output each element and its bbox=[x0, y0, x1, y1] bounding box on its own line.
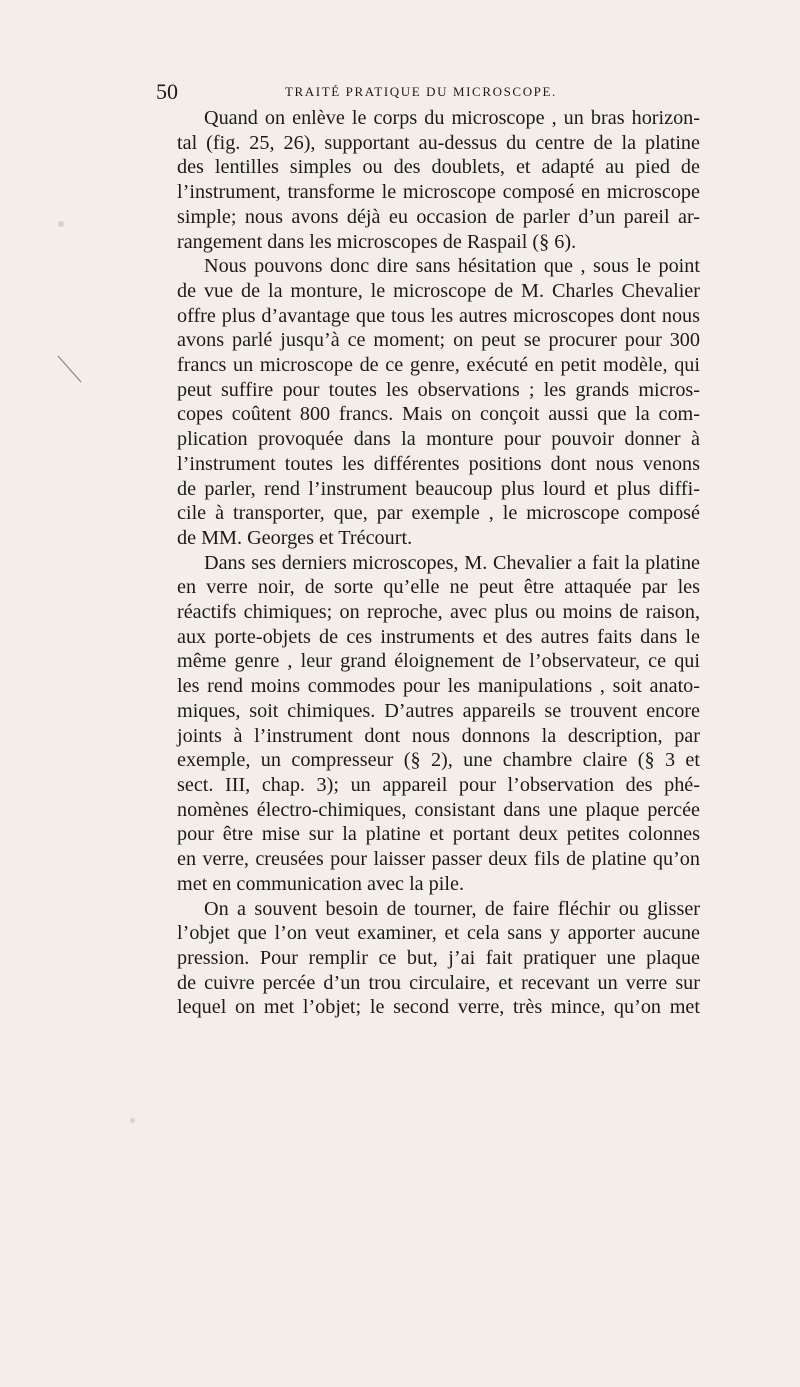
text-line: exemple, un compresseur (§ 2), une chambre claire (§ 3 et bbox=[177, 749, 700, 772]
text-line: pression. Pour remplir ce but, j’ai fait pratiquer une plaque bbox=[177, 946, 700, 969]
text-line: copes coûtent 800 francs. Mais on conçoit aussi que la com- bbox=[177, 403, 700, 426]
text-line: joints à l’instrument dont nous donnons la description, par bbox=[177, 724, 700, 747]
text-line: l’instrument, transforme le microscope composé en microscope bbox=[177, 181, 700, 204]
paper-stain bbox=[58, 221, 64, 227]
paragraph bbox=[177, 254, 700, 550]
text-line: cile à transporter, que, par exemple , le microscope composé bbox=[177, 502, 700, 525]
text-line: pour être mise sur la platine et portant deux petites colonnes bbox=[177, 823, 700, 846]
page-number: 50 bbox=[156, 79, 178, 104]
text-line: de cuivre percée d’un trou circulaire, et recevant un verre sur bbox=[177, 971, 700, 994]
text-line: tal (fig. 25, 26), supportant au-dessus du centre de la platine bbox=[177, 131, 700, 154]
text-line: réactifs chimiques; on reproche, avec plus ou moins de raison, bbox=[177, 601, 700, 624]
text-line: aux porte-objets de ces instruments et des autres faits dans le bbox=[177, 625, 700, 648]
text-line: Dans ses derniers microscopes, M. Chevalier a fait la platine bbox=[204, 551, 700, 574]
text-line: nomènes électro-chimiques, consistant dans une plaque percée bbox=[177, 798, 700, 821]
margin-pencil-mark bbox=[56, 352, 83, 384]
text-line: lequel on met l’objet; le second verre, très mince, qu’on met bbox=[177, 996, 700, 1019]
text-line: même genre , leur grand éloignement de l’observateur, ce qui bbox=[177, 650, 700, 673]
text-line: plication provoquée dans la monture pour pouvoir donner à bbox=[177, 428, 700, 451]
text-line: de parler, rend l’instrument beaucoup plus lourd et plus diffi- bbox=[177, 477, 700, 500]
paragraph bbox=[177, 106, 700, 254]
text-line: Quand on enlève le corps du microscope , un bras horizon- bbox=[204, 107, 700, 129]
text-line: francs un microscope de ce genre, exécuté en petit modèle, qui bbox=[177, 354, 700, 377]
text-line: de MM. Georges et Trécourt. bbox=[177, 526, 413, 549]
running-title: TRAITÉ PRATIQUE DU MICROSCOPE. bbox=[285, 84, 557, 99]
text-line: sect. III, chap. 3); un appareil pour l’observation des phé- bbox=[177, 773, 700, 796]
text-line: rangement dans les microscopes de Raspail (§ 6). bbox=[177, 230, 577, 253]
text-line: de vue de la monture, le microscope de M. Charles Chevalier bbox=[177, 279, 700, 302]
text-line: On a souvent besoin de tourner, de faire fléchir ou glisser bbox=[204, 897, 700, 920]
text-line: des lentilles simples ou des doublets, et adapté au pied de bbox=[177, 156, 700, 179]
page-body bbox=[177, 106, 700, 1020]
text-line: l’objet que l’on veut examiner, et cela sans y apporter aucune bbox=[177, 922, 700, 945]
running-head bbox=[156, 80, 696, 104]
paper-stain bbox=[130, 1118, 135, 1123]
paragraph bbox=[177, 551, 700, 897]
paragraph bbox=[177, 897, 700, 1021]
text-line: offre plus d’avantage que tous les autres microscopes dont nous bbox=[177, 304, 700, 327]
text-line: avons parlé jusqu’à ce moment; on peut se procurer pour 300 bbox=[177, 329, 700, 352]
text-line: en verre noir, de sorte qu’elle ne peut être attaquée par les bbox=[177, 576, 700, 599]
text-line: simple; nous avons déjà eu occasion de parler d’un pareil ar- bbox=[177, 205, 700, 228]
text-line: les rend moins commodes pour les manipulations , soit anato- bbox=[177, 675, 700, 698]
text-line: en verre, creusées pour laisser passer deux fils de platine qu’on bbox=[177, 848, 700, 871]
text-line: miques, soit chimiques. D’autres appareils se trouvent encore bbox=[177, 699, 700, 722]
text-line: met en communication avec la pile. bbox=[177, 872, 465, 895]
text-line: Nous pouvons donc dire sans hésitation que , sous le point bbox=[204, 255, 700, 278]
text-line: l’instrument toutes les différentes positions dont nous venons bbox=[177, 452, 700, 475]
text-line: peut suffire pour toutes les observations ; les grands micros- bbox=[177, 378, 700, 401]
